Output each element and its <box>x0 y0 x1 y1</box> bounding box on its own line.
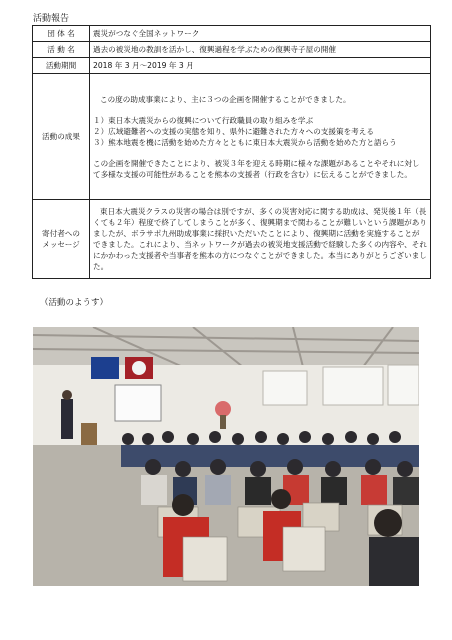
row-activity-period <box>33 58 431 74</box>
row-activity-name <box>33 42 431 58</box>
report-table <box>32 25 431 279</box>
value-activity-period: 2018 年 3 月～2019 年 3 月 <box>90 58 431 74</box>
results-closing: この企画を開催できたことにより、被災３年を迎える時期に様々な課題があることやそれに対して多様な支援の可能性があることを熊本の支援者（行政を含む）に伝えることができました。 <box>93 158 420 179</box>
photo-heading: （活動のようす） <box>40 298 109 308</box>
results-cell <box>90 74 431 200</box>
page-heading: 活動報告 <box>33 14 70 24</box>
label-activity-period: 活動期間 <box>33 58 90 74</box>
results-intro: この度の助成事業により、主に３つの企画を開催することができました。 <box>100 94 351 104</box>
label-results: 活動の成果 <box>33 74 90 200</box>
label-message: 寄付者への メッセージ <box>33 200 90 279</box>
row-org-name <box>33 26 431 42</box>
value-org-name: 震災がつなぐ全国ネットワーク <box>90 26 431 42</box>
row-message <box>33 200 431 279</box>
results-item-3: ３）熊本地震を機に活動を始めた方々とともに東日本大震災から活動を始めた方と語らう <box>93 137 397 147</box>
activity-photo <box>33 327 419 586</box>
row-results <box>33 74 431 200</box>
label-activity-name: 活 動 名 <box>33 42 90 58</box>
results-item-1: １）東日本大震災からの復興について行政職員の取り組みを学ぶ <box>93 115 314 125</box>
message-text: 東日本大震災クラスの災害の場合は別ですが、多くの災害対応に関する助成は、発災後１年（長くても２年）程度で終了してしまうことが多く、復興期まで関わることが難しいという課題がありましたが、ボラサポ九州助成事業に採択いただいたことにより、復興期に活動を実施することができました。これにより、当ネットワークが過去の被災地支援活動で経験した多くの内容や、それにかかわった支援者や当事者を熊本の方につなぐことができました。本当にありがとうございました。 <box>93 207 427 271</box>
label-org-name: 団 体 名 <box>33 26 90 42</box>
results-item-2: ２）広域避難者への支援の実態を知り、県外に避難された方々への支援策を考える <box>93 126 374 136</box>
value-activity-name: 過去の被災地の教訓を活かし、復興過程を学ぶための復興寺子屋の開催 <box>90 42 431 58</box>
message-cell <box>90 200 431 279</box>
